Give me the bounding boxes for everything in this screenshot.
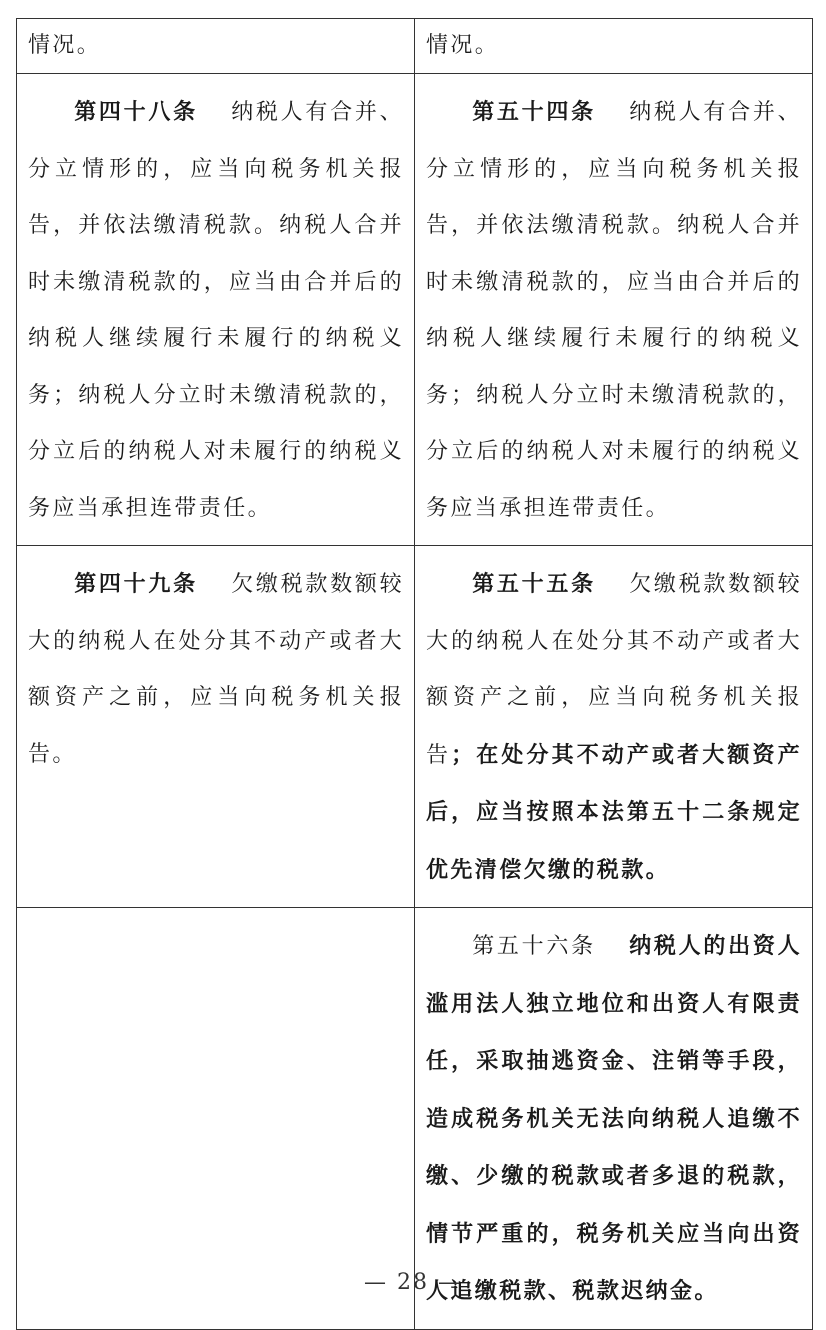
old-text-cell bbox=[17, 546, 415, 908]
article-text: 纳税人有合并、分立情形的，应当向税务机关报告，并依法缴清税款。纳税人合并时未缴清税款的，应当由合并后的纳税人继续履行未履行的纳税义务；纳税人分立时未缴清税款的，分立后的纳税人对未履行的纳税义务应当承担连带责任。 bbox=[426, 100, 802, 521]
article-number: 第四十九条 bbox=[74, 571, 198, 597]
new-text-cell bbox=[415, 908, 813, 1330]
article-number: 第五十四条 bbox=[472, 99, 596, 125]
old-text: 情况。 bbox=[28, 33, 102, 58]
comparison-table bbox=[16, 18, 813, 1330]
new-text-cell bbox=[415, 19, 813, 74]
article-text: 纳税人有合并、分立情形的，应当向税务机关报告，并依法缴清税款。纳税人合并时未缴清税款的，应当由合并后的纳税人继续履行未履行的纳税义务；纳税人分立时未缴清税款的，分立后的纳税人对未履行的纳税义务应当承担连带责任。 bbox=[28, 100, 404, 521]
old-text-cell bbox=[17, 19, 415, 74]
added-text: 纳税人的出资人滥用法人独立地位和出资人有限责任，采取抽逃资金、注销等手段，造成税务机关无法向纳税人追缴不缴、少缴的税款或者多退的税款，情节严重的，税务机关应当向出资人追缴税款、税款迟纳金。 bbox=[426, 933, 802, 1304]
new-text: 情况。 bbox=[426, 33, 500, 58]
table-row bbox=[17, 908, 813, 1330]
new-text-cell bbox=[415, 74, 813, 546]
article-number: 第五十六条 bbox=[472, 934, 596, 959]
page-number: — 28 — bbox=[364, 1270, 462, 1295]
old-text-cell bbox=[17, 908, 415, 1330]
table-row bbox=[17, 546, 813, 908]
article-number: 第四十八条 bbox=[74, 99, 198, 125]
article-text: 欠缴税款数额较大的纳税人在处分其不动产或者大额资产之前，应当向税务机关报告。 bbox=[28, 572, 404, 767]
article-text: 欠缴税款数额较大的纳税人在处分其不动产或者大额资产之前，应当向税务机关报告 bbox=[426, 572, 802, 768]
new-text-cell bbox=[415, 546, 813, 908]
old-text-cell bbox=[17, 74, 415, 546]
table-row bbox=[17, 19, 813, 74]
added-text: ；在处分其不动产或者大额资产后，应当按照本法第五十二条规定优先清偿欠缴的税款。 bbox=[426, 741, 802, 883]
article-number: 第五十五条 bbox=[472, 571, 596, 597]
table-row bbox=[17, 74, 813, 546]
